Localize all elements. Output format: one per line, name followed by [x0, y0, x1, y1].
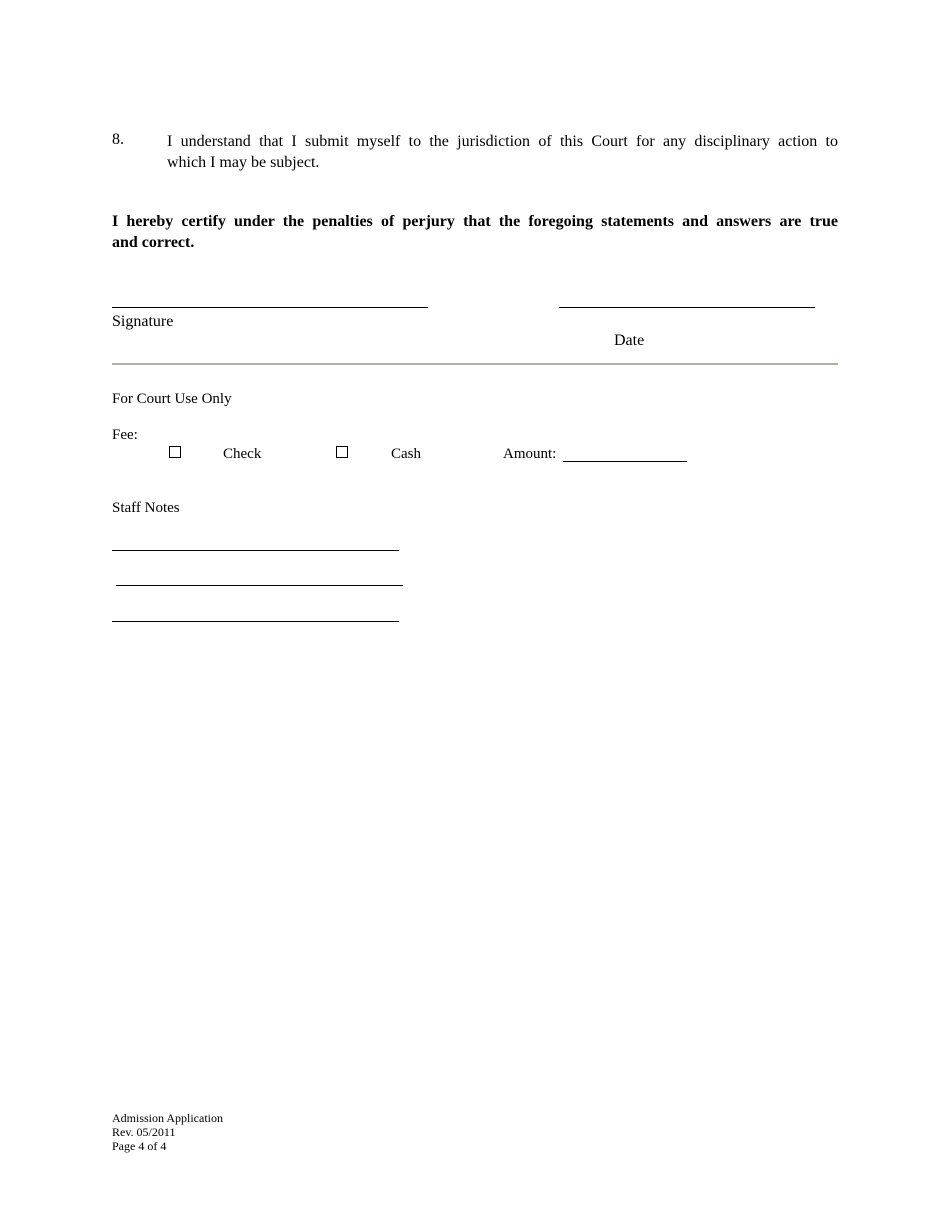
footer-page-number: Page 4 of 4	[112, 1139, 167, 1153]
footer-form-name: Admission Application	[112, 1111, 223, 1125]
item-number: 8.	[112, 131, 124, 148]
signature-label: Signature	[112, 313, 174, 330]
staff-notes-label: Staff Notes	[112, 500, 180, 516]
check-checkbox[interactable]	[169, 446, 181, 458]
certification-line1: I hereby certify under the penalties of perjury that the foregoing statements and answers are true	[112, 213, 838, 230]
signature-line[interactable]	[112, 307, 428, 308]
cash-label: Cash	[391, 446, 421, 462]
staff-notes-line[interactable]	[116, 585, 403, 586]
court-use-heading: For Court Use Only	[112, 391, 232, 407]
item-8-text-line1: I understand that I submit myself to the jurisdiction of this Court for any disciplinary action to	[167, 133, 838, 150]
item-8-text-line2: which I may be subject.	[167, 154, 320, 171]
staff-notes-line[interactable]	[112, 550, 399, 551]
date-label: Date	[614, 332, 645, 349]
page-footer	[112, 1111, 223, 1153]
cash-checkbox[interactable]	[336, 446, 348, 458]
item-8-text	[167, 131, 838, 173]
amount-field[interactable]	[563, 461, 687, 462]
certification-statement	[112, 211, 838, 253]
amount-label: Amount:	[503, 446, 557, 462]
footer-revision: Rev. 05/2011	[112, 1125, 176, 1139]
fee-label: Fee:	[112, 427, 138, 443]
date-line[interactable]	[559, 307, 815, 308]
staff-notes-line[interactable]	[112, 621, 399, 622]
certification-line2: and correct.	[112, 234, 195, 251]
check-label: Check	[223, 446, 262, 462]
section-divider	[112, 363, 838, 365]
